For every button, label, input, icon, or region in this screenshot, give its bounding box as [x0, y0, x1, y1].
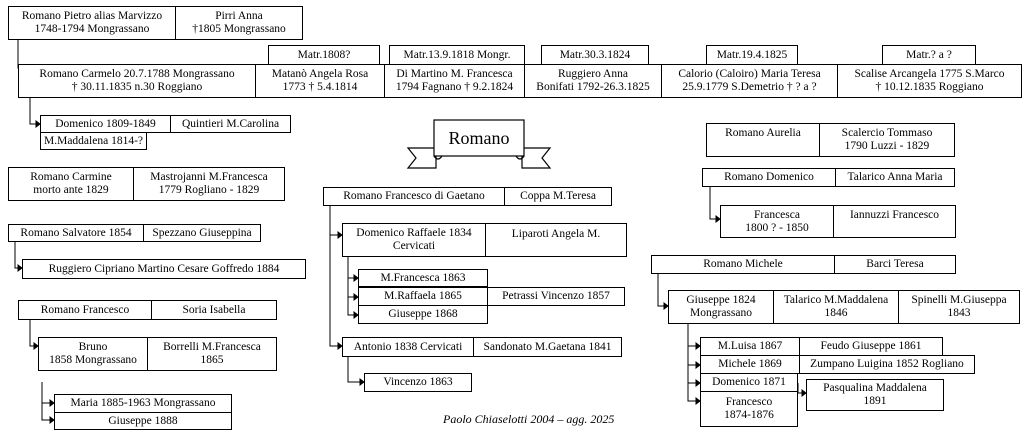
- person-carmelo: Romano Carmelo 20.7.1788 Mongrassano † 30.11.1835 n.30 Roggiano: [18, 64, 256, 98]
- spouse-spinelli: Spinelli M.Giuseppa 1843: [898, 290, 1020, 324]
- person-vincenzo: Vincenzo 1863: [364, 373, 472, 392]
- spouse-talarico-anna-maria: Talarico Anna Maria: [835, 168, 955, 187]
- spouse-quintieri: Quintieri M.Carolina: [170, 115, 291, 133]
- person-maddalena-1814: M.Maddalena 1814-?: [40, 132, 147, 150]
- spouse-scalercio: Scalercio Tommaso 1790 Luzzi - 1829: [819, 123, 955, 157]
- spouse-petrassi: Petrassi Vincenzo 1857: [487, 287, 625, 306]
- spouse-feudo: Feudo Giuseppe 1861: [799, 337, 943, 356]
- marriage-date-2: Matr.13.9.1818 Mongr.: [389, 45, 525, 65]
- person-francesca-1800: Francesca 1800 ? - 1850: [720, 205, 834, 238]
- wife-matano: Matanò Angela Rosa 1773 † 5.4.1814: [255, 64, 385, 98]
- spouse-mastrojanni: Mastrojanni M.Francesca 1779 Rogliano - 1829: [133, 167, 285, 201]
- person-domenico-1871: Domenico 1871: [700, 373, 798, 392]
- person-antonio: Antonio 1838 Cervicati: [342, 337, 474, 357]
- person-salvatore: Romano Salvatore 1854: [8, 224, 144, 242]
- person-mraffaela-1865: M.Raffaela 1865: [358, 287, 488, 306]
- wife-calorio: Calorio (Caloiro) Maria Teresa 25.9.1779 S.Demetrio † ? a ?: [661, 64, 838, 98]
- spouse-liparoti: Liparoti Angela M.: [485, 223, 627, 257]
- spouse-borrelli: Borrelli M.Francesca 1865: [147, 337, 277, 371]
- spouse-pasqualina: Pasqualina Maddalena 1891: [806, 379, 944, 411]
- wife-scalise: Scalise Arcangela 1775 S.Marco † 10.12.1835 Roggiano: [837, 64, 1022, 98]
- page-title: Romano: [448, 128, 510, 148]
- spouse-soria: Soria Isabella: [151, 300, 277, 320]
- spouse-sandonato: Sandonato M.Gaetana 1841: [473, 337, 622, 357]
- spouse-barci: Barci Teresa: [834, 255, 956, 274]
- signature: Paolo Chiaselotti 2004 – agg. 2025: [443, 412, 615, 426]
- spouse-spezzano: Spezzano Giuseppina: [143, 224, 261, 242]
- person-ruggiero-cipriano: Ruggiero Cipriano Martino Cesare Goffredo 1884: [22, 259, 306, 279]
- spouse-zumpano: Zumpano Luigina 1852 Rogliano: [799, 355, 975, 374]
- person-francesco: Romano Francesco: [18, 300, 152, 320]
- wife-ruggiero: Ruggiero Anna Bonifati 1792-26.3.1825: [524, 64, 662, 98]
- marriage-date-4: Matr.19.4.1825: [706, 45, 798, 65]
- person-maria: Maria 1885-1963 Mongrassano: [54, 394, 232, 413]
- spouse-pirri: Pirri Anna †1805 Mongrassano: [175, 6, 303, 40]
- spouse-coppa: Coppa M.Teresa: [504, 187, 612, 206]
- person-francesco-di-gaetano: Romano Francesco di Gaetano: [323, 187, 505, 206]
- person-romano-domenico: Romano Domenico: [702, 168, 836, 187]
- person-michele-1869: Michele 1869: [700, 355, 800, 374]
- wife-di-martino: Di Martino M. Francesca 1794 Fagnano † 9.2.1824: [384, 64, 525, 98]
- marriage-date-3: Matr.30.3.1824: [541, 45, 649, 65]
- person-carmine: Romano Carmine morto ante 1829: [8, 167, 134, 201]
- person-francesco-1874: Francesco 1874-1876: [700, 391, 798, 427]
- person-giuseppe-1888: Giuseppe 1888: [54, 412, 232, 430]
- person-pietro: Romano Pietro alias Marvizzo 1748-1794 Mongrassano: [8, 6, 176, 40]
- person-domenico-1809: Domenico 1809-1849: [40, 115, 171, 133]
- spouse-iannuzzi: Iannuzzi Francesco: [833, 205, 956, 238]
- marriage-date-5: Matr.? a ?: [882, 45, 976, 65]
- person-bruno: Bruno 1858 Mongrassano: [38, 337, 148, 371]
- person-giuseppe-1868: Giuseppe 1868: [358, 305, 488, 324]
- person-giuseppe-1824: Giuseppe 1824 Mongrassano: [668, 290, 774, 324]
- person-aurelia: Romano Aurelia: [706, 123, 820, 157]
- spouse-talarico-mmaddalena: Talarico M.Maddalena 1846: [773, 290, 899, 324]
- person-domenico-raffaele: Domenico Raffaele 1834 Cervicati: [342, 223, 486, 257]
- person-romano-michele: Romano Michele: [651, 255, 835, 274]
- person-mluisa-1867: M.Luisa 1867: [700, 337, 800, 356]
- marriage-date-1: Matr.1808?: [268, 45, 380, 65]
- person-mfrancesca-1863: M.Francesca 1863: [358, 269, 488, 287]
